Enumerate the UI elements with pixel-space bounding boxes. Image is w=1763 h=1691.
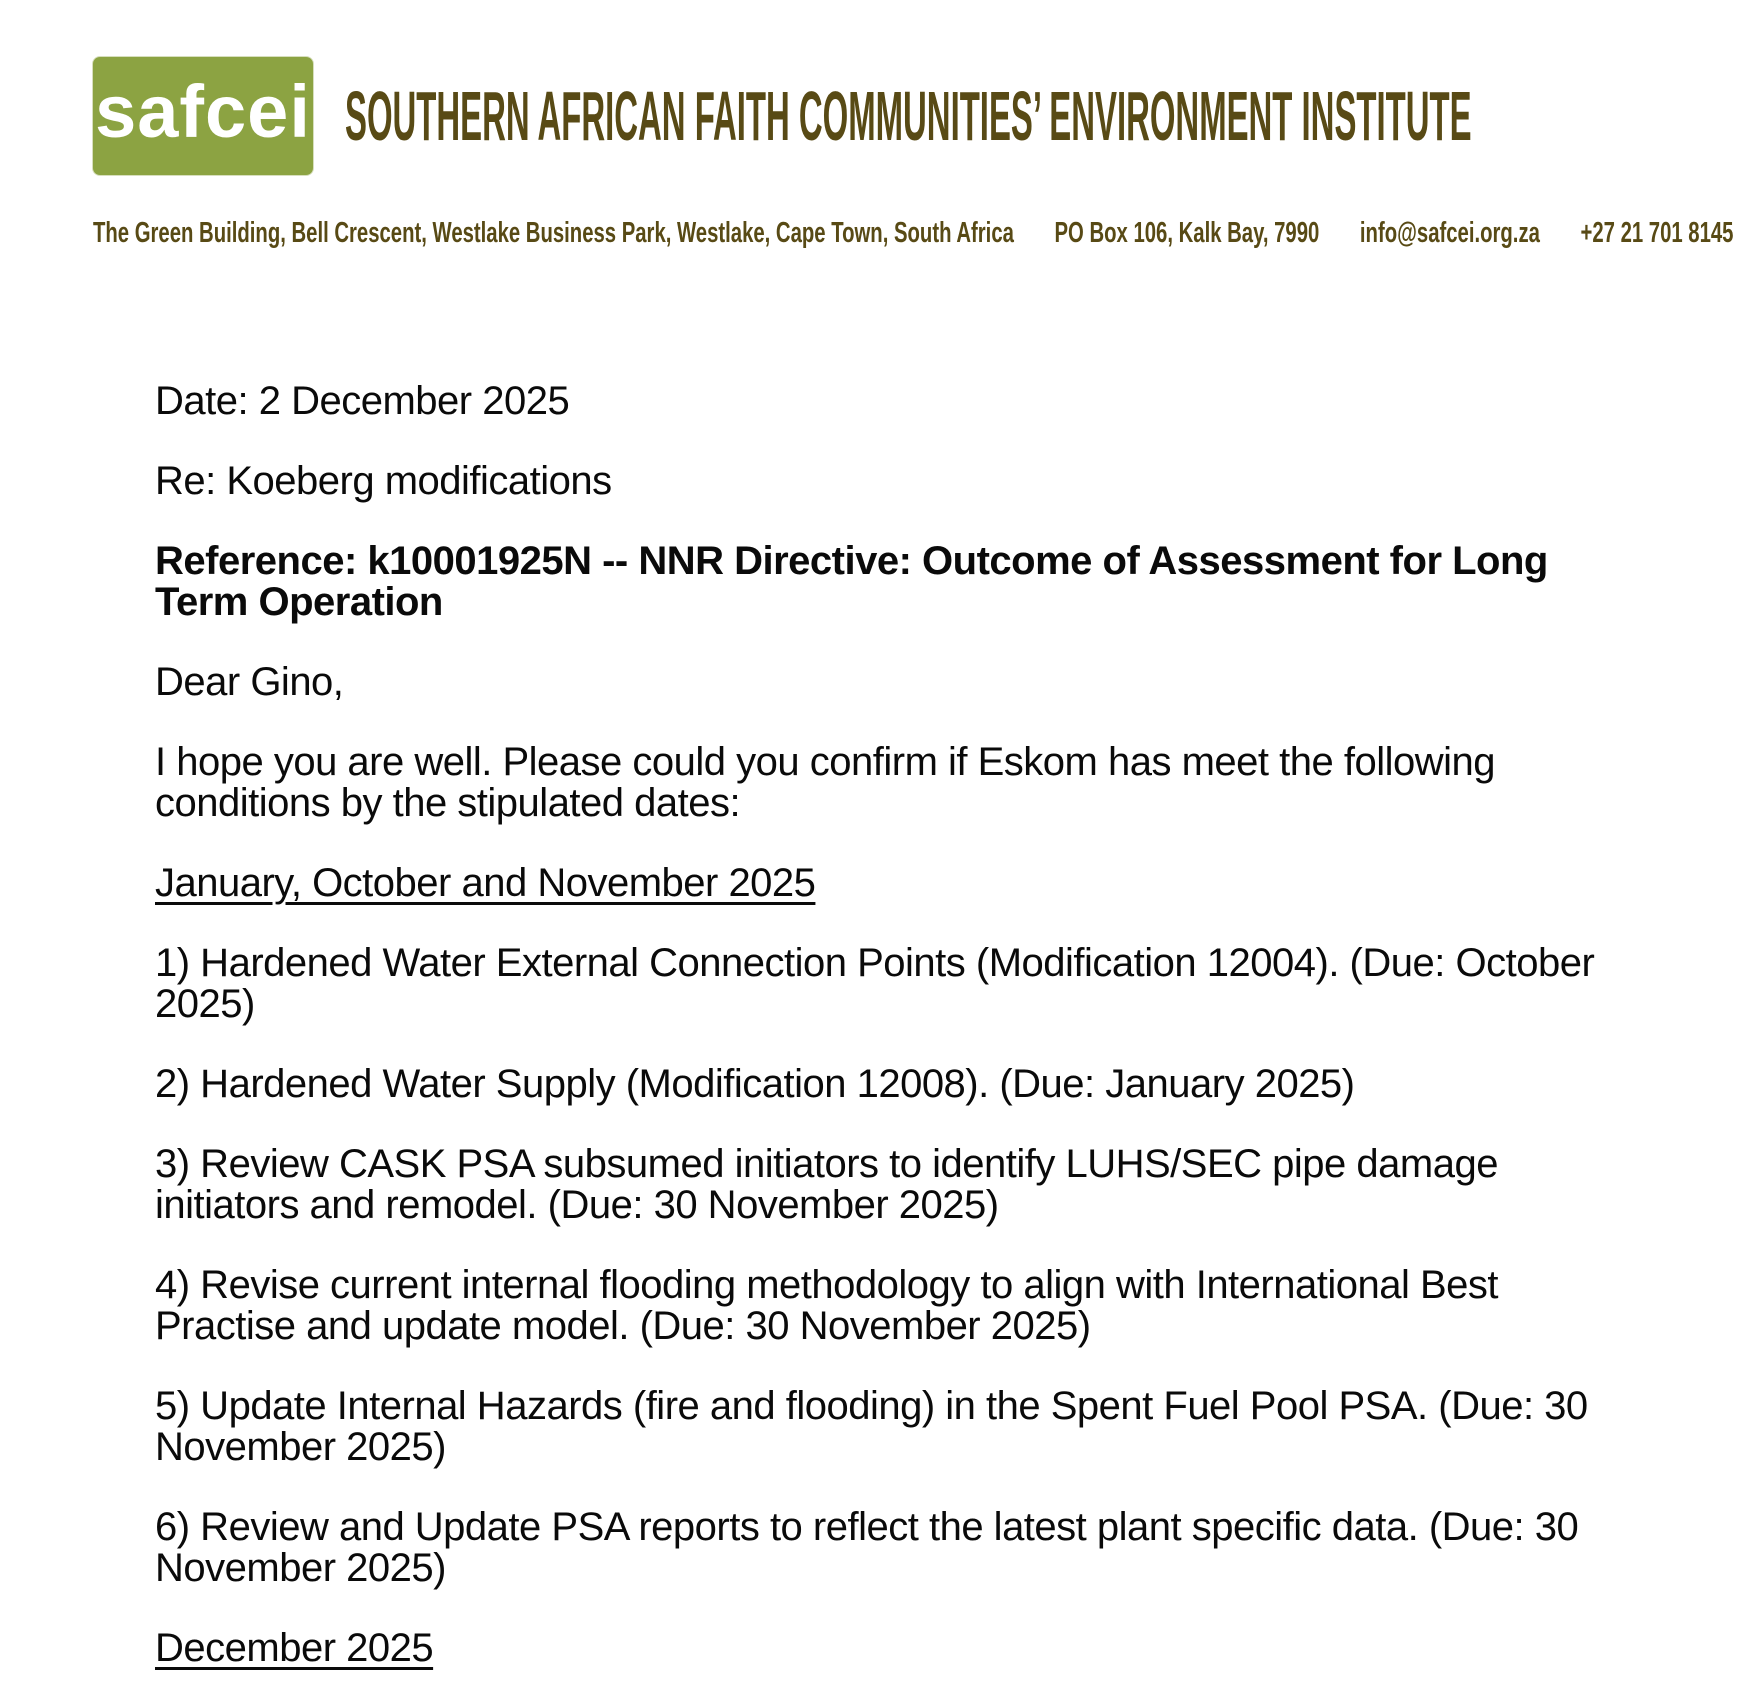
- organization-name: SOUTHERN AFRICAN FAITH COMMUNITIES’ ENVIRONMENT INSTITUTE: [345, 77, 1472, 155]
- list-item: 2) Hardened Water Supply (Modification 12008). (Due: January 2025): [155, 1062, 1355, 1106]
- letterhead: [0, 0, 1763, 250]
- intro-paragraph: I hope you are well. Please could you confirm if Eskom has meet the following conditions by the stipulated dates:: [155, 740, 1495, 825]
- salutation: Dear Gino,: [155, 660, 344, 704]
- safcei-logo-text: safcei: [95, 70, 311, 153]
- date-line: Date: 2 December 2025: [155, 379, 570, 423]
- list-item: 5) Update Internal Hazards (fire and flooding) in the Spent Fuel Pool PSA. (Due: 30 November 2025): [155, 1384, 1588, 1469]
- re-line: Re: Koeberg modifications: [155, 459, 612, 503]
- list-item: 4) Revise current internal flooding methodology to align with International Best Practise and update model. (Due: 30 November 2025): [155, 1263, 1499, 1348]
- list-item: 6) Review and Update PSA reports to reflect the latest plant specific data. (Due: 30 November 2025): [155, 1505, 1579, 1590]
- section-heading-jan-oct-nov: January, October and November 2025: [155, 861, 816, 905]
- phone-number: +27 21 701 8145: [1580, 217, 1734, 249]
- reference-line: Reference: k10001925N -- NNR Directive: Outcome of Assessment for Long Term Operation: [155, 539, 1548, 624]
- email-address: info@safcei.org.za: [1359, 217, 1540, 249]
- brand-row: [93, 57, 1763, 175]
- list-item: 1) Hardened Water External Connection Points (Modification 12004). (Due: October 2025): [155, 941, 1595, 1026]
- contact-line: [93, 217, 1734, 250]
- street-address: The Green Building, Bell Crescent, Westlake Business Park, Westlake, Cape Town, South Africa: [93, 217, 1014, 249]
- letter-body: [155, 381, 1635, 1669]
- section-heading-december: December 2025: [155, 1626, 434, 1670]
- safcei-logo: [93, 57, 313, 175]
- list-item: 3) Review CASK PSA subsumed initiators to identify LUHS/SEC pipe damage initiators and remodel. (Due: 30 November 2025): [155, 1142, 1498, 1227]
- po-box: PO Box 106, Kalk Bay, 7990: [1054, 217, 1320, 249]
